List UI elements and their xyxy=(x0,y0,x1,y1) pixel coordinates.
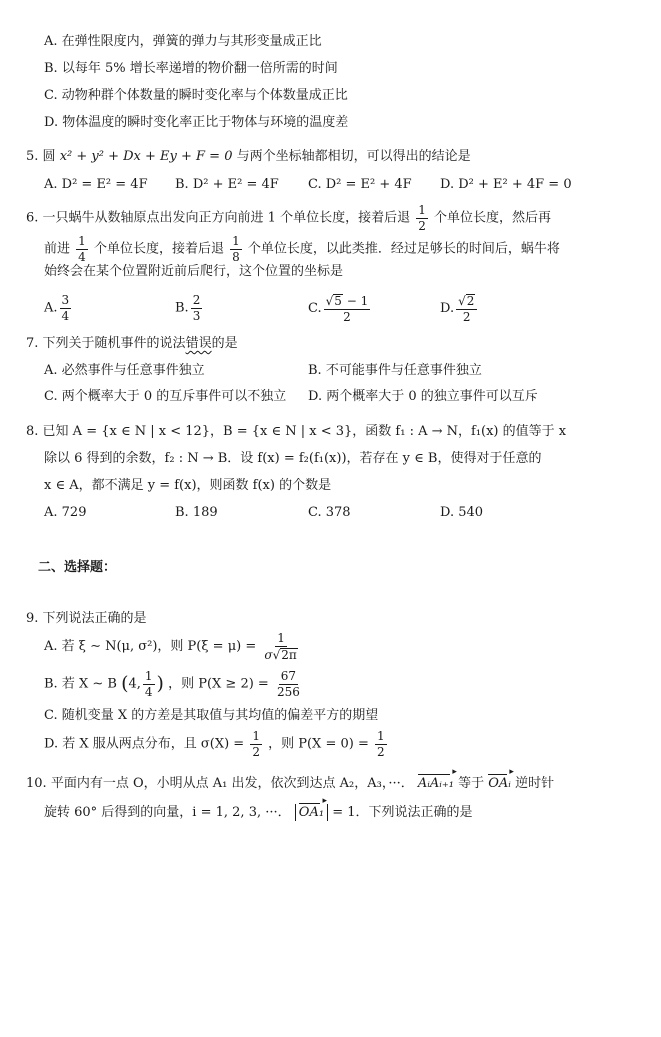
q6-text-2b: 个单位长度，接着后退 xyxy=(93,241,224,257)
q5-option-b: B. D² + E² = 4F xyxy=(175,177,279,192)
q8-line-1: 8. 已知 A = {x ∈ N | x < 12}，B = {x ∈ N | x < 3}，函数 f₁ : A → N，f₁(x) 的值等于 x xyxy=(26,424,567,439)
q5-prefix: 圆 xyxy=(42,149,56,164)
q4-option-d: D. 物体温度的瞬时变化率正比于物体与环境的温度差 xyxy=(44,115,349,130)
sqrt-icon: √ xyxy=(272,647,281,662)
q9-option-c: C. 随机变量 X 的方差是其取值与其均值的偏差平方的期望 xyxy=(44,708,379,723)
vector-arrow-icon: OA₁ ▸ xyxy=(299,806,324,819)
q7-option-b: B. 不可能事件与任意事件独立 xyxy=(308,363,482,378)
q6-option-a: A. $\frac{3}{4}$ xyxy=(44,293,70,323)
fraction-one-quarter: $\frac{1}{4}$ xyxy=(78,234,86,264)
q6-text-1b: 个单位长度，然后再 xyxy=(434,210,552,226)
q6-number: 6. xyxy=(26,210,39,226)
q6-line-3: 始终会在某个位置附近前后爬行，这个位置的坐标是 xyxy=(44,264,344,279)
q10-line-1: 10. 平面内有一点 O，小明从点 A₁ 出发，依次到达点 A₂，A₃，···． AᵢAᵢ₊₁ ▸ 等于 OAᵢ ▸ 逆时针 xyxy=(26,777,554,790)
q6-text-2c: 个单位长度，以此类推．经过足够长的时间后，蜗牛将 xyxy=(247,241,560,257)
q8-option-b: B. 189 xyxy=(175,505,218,520)
q9-stem: 9. 下列说法正确的是 xyxy=(26,611,147,626)
q6-option-b: B. $\frac{2}{3}$ xyxy=(175,293,201,323)
q5-equation: x² + y² + Dx + Ey + F = 0 xyxy=(59,149,233,164)
vector-arrow-icon: AᵢAᵢ₊₁ ▸ xyxy=(418,777,454,790)
q6-line-1 xyxy=(26,204,551,232)
q8-number: 8. xyxy=(26,424,39,439)
q9-option-b: B. 若 X ∼ B (4, $\frac{1}{4}$ ) ，则 P(X ≥ 2) = $\frac{67}{256}$ xyxy=(44,669,300,699)
q7-option-c: C. 两个概率大于 0 的互斥事件可以不独立 xyxy=(44,389,287,404)
emphasis-mark: 错误 xyxy=(185,336,212,351)
fraction-one-eighth: $\frac{1}{8}$ xyxy=(232,234,240,264)
q7-stem: 7. 下列关于随机事件的说法错误的是 xyxy=(26,336,238,351)
q5-stem xyxy=(26,150,471,163)
q4-option-a: A. 在弹性限度内，弹簧的弹力与其形变量成正比 xyxy=(44,34,322,49)
q5-option-d: D. D² + E² + 4F = 0 xyxy=(440,177,572,192)
q5-option-a: A. D² = E² = 4F xyxy=(44,177,148,192)
q10-line-2: 旋转 60° 后得到的向量，i = 1, 2, 3, ···． OA₁ ▸ = 1．下列说法正确的是 xyxy=(44,804,472,821)
sqrt-icon: √ xyxy=(458,294,466,308)
q7-option-a: A. 必然事件与任意事件独立 xyxy=(44,363,205,378)
q8-option-c: C. 378 xyxy=(308,505,351,520)
q8-line-3: x ∈ A，都不满足 y = f(x)，则函数 f(x) 的个数是 xyxy=(44,478,332,493)
q6-text-1a: 一只蜗牛从数轴原点出发向正方向前进 1 个单位长度，接着后退 xyxy=(42,210,411,226)
q9-option-a: A. 若 ξ ∼ N(μ, σ²)，则 P(ξ = μ) = $\frac{1}{\sigma√2\pi}$ xyxy=(44,631,297,662)
q5-option-c: C. D² = E² + 4F xyxy=(308,177,412,192)
q6-line-2 xyxy=(44,235,560,263)
q6-text-2a: 前进 xyxy=(44,241,71,257)
q8-option-d: D. 540 xyxy=(440,505,484,520)
q8-option-a: A. 729 xyxy=(44,505,87,520)
q10-number: 10. xyxy=(26,776,47,791)
q9-option-d: D. 若 X 服从两点分布，且 σ(X) = $\frac{1}{2}$ ，则 P(X = 0) = $\frac{1}{2}$ xyxy=(44,729,385,759)
vector-arrow-icon: OAᵢ ▸ xyxy=(488,777,511,790)
sqrt-icon: √ xyxy=(325,294,334,308)
q5-suffix: 与两个坐标轴都相切，可以得出的结论是 xyxy=(236,149,471,164)
q5-number: 5. xyxy=(26,149,39,164)
q8-line-2: 除以 6 得到的余数，f₂ : N → B．设 f(x) = f₂(f₁(x))，若存在 y ∈ B，使得对于任意的 xyxy=(44,451,542,466)
q4-option-c: C. 动物种群个体数量的瞬时变化率与个体数量成正比 xyxy=(44,88,348,103)
q9-number: 9. xyxy=(26,611,39,626)
q6-option-d: D. $\frac{√2}{2}$ xyxy=(440,294,479,323)
q4-option-b: B. 以每年 5% 增长率递增的物价翻一倍所需的时间 xyxy=(44,61,338,76)
fraction-one-half: $\frac{1}{2}$ xyxy=(418,203,426,233)
section-heading: 二、选择题： xyxy=(38,560,117,575)
q7-option-d: D. 两个概率大于 0 的独立事件可以互斥 xyxy=(308,389,538,404)
q7-number: 7. xyxy=(26,336,39,351)
q6-option-c: C. $\frac{√5 - 1}{2}$ xyxy=(308,294,369,324)
